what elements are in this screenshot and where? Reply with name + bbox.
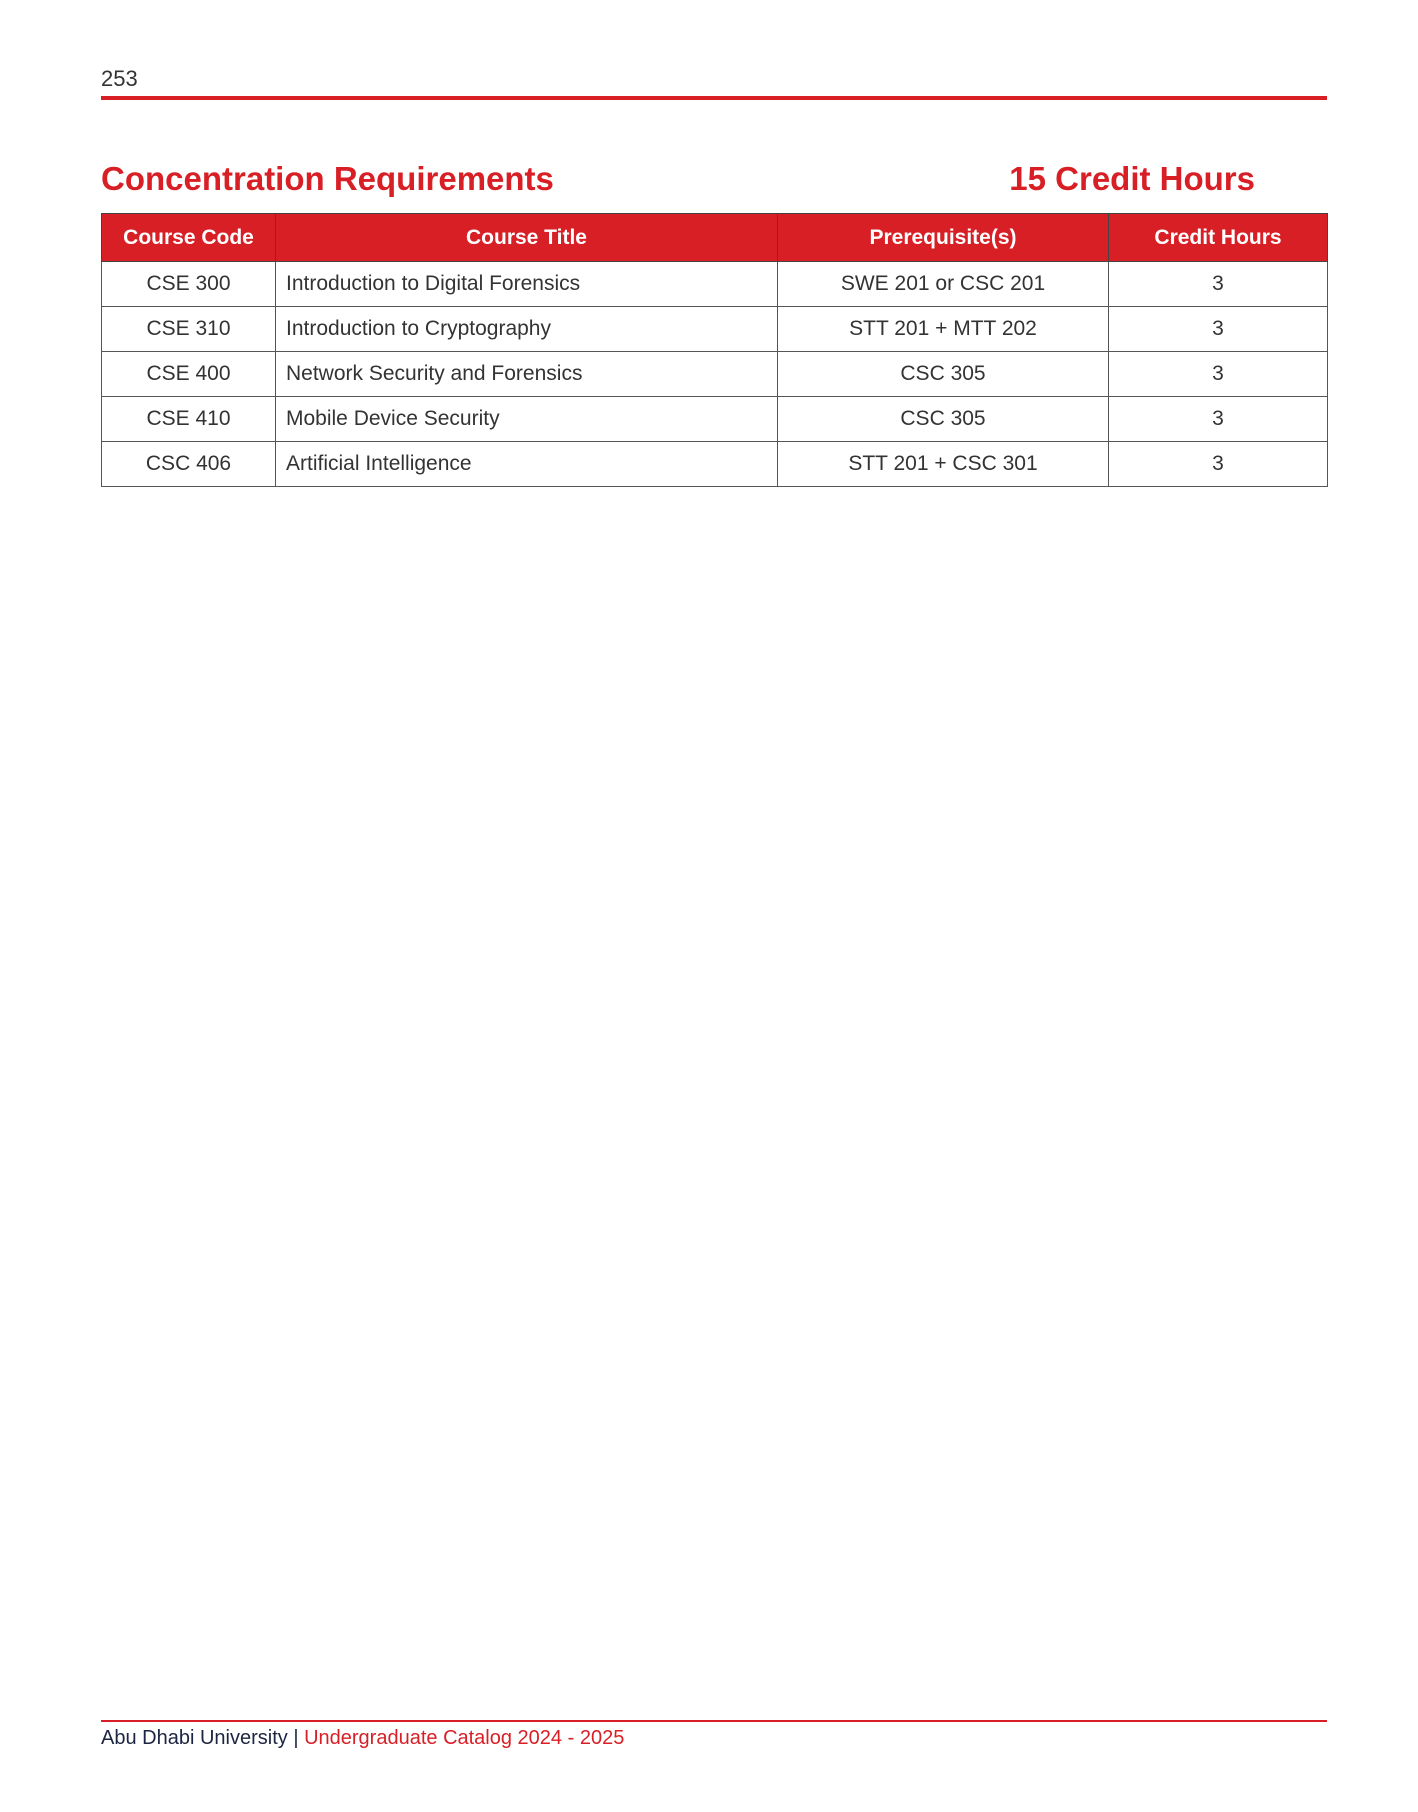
course-code-cell: CSE 300 bbox=[102, 262, 276, 307]
section-credit-total: 15 Credit Hours bbox=[1009, 160, 1255, 197]
header-rule bbox=[101, 96, 1327, 100]
column-header-credit-hours: Credit Hours bbox=[1109, 214, 1328, 262]
table-header-row bbox=[102, 214, 1328, 262]
prerequisite-cell: STT 201 + MTT 202 bbox=[778, 307, 1109, 352]
table-row bbox=[102, 262, 1328, 307]
course-title-cell: Introduction to Cryptography bbox=[276, 307, 778, 352]
course-title-cell: Artificial Intelligence bbox=[276, 442, 778, 487]
table-row bbox=[102, 352, 1328, 397]
credit-hours-cell: 3 bbox=[1109, 352, 1328, 397]
footer-catalog: Undergraduate Catalog 2024 - 2025 bbox=[304, 1727, 625, 1749]
footer-university: Abu Dhabi University bbox=[101, 1727, 288, 1749]
prerequisite-cell: CSC 305 bbox=[778, 352, 1109, 397]
page-number: 253 bbox=[101, 66, 138, 91]
credit-hours-cell: 3 bbox=[1109, 262, 1328, 307]
course-code-cell: CSE 400 bbox=[102, 352, 276, 397]
footer-rule bbox=[101, 1720, 1327, 1722]
column-header-course-title: Course Title bbox=[276, 214, 778, 262]
prerequisite-cell: STT 201 + CSC 301 bbox=[778, 442, 1109, 487]
credit-hours-cell: 3 bbox=[1109, 442, 1328, 487]
course-title-cell: Network Security and Forensics bbox=[276, 352, 778, 397]
credit-hours-cell: 3 bbox=[1109, 397, 1328, 442]
course-code-cell: CSE 310 bbox=[102, 307, 276, 352]
section-header bbox=[101, 160, 1327, 204]
page-footer bbox=[101, 1727, 624, 1750]
footer-separator: | bbox=[293, 1727, 299, 1749]
section-title: Concentration Requirements bbox=[101, 160, 554, 197]
course-table bbox=[101, 213, 1328, 487]
table-row bbox=[102, 442, 1328, 487]
column-header-prerequisites: Prerequisite(s) bbox=[778, 214, 1109, 262]
table-row bbox=[102, 307, 1328, 352]
credit-hours-cell: 3 bbox=[1109, 307, 1328, 352]
prerequisite-cell: CSC 305 bbox=[778, 397, 1109, 442]
prerequisite-cell: SWE 201 or CSC 201 bbox=[778, 262, 1109, 307]
course-code-cell: CSE 410 bbox=[102, 397, 276, 442]
course-title-cell: Mobile Device Security bbox=[276, 397, 778, 442]
course-title-cell: Introduction to Digital Forensics bbox=[276, 262, 778, 307]
course-code-cell: CSC 406 bbox=[102, 442, 276, 487]
column-header-course-code: Course Code bbox=[102, 214, 276, 262]
table-row bbox=[102, 397, 1328, 442]
